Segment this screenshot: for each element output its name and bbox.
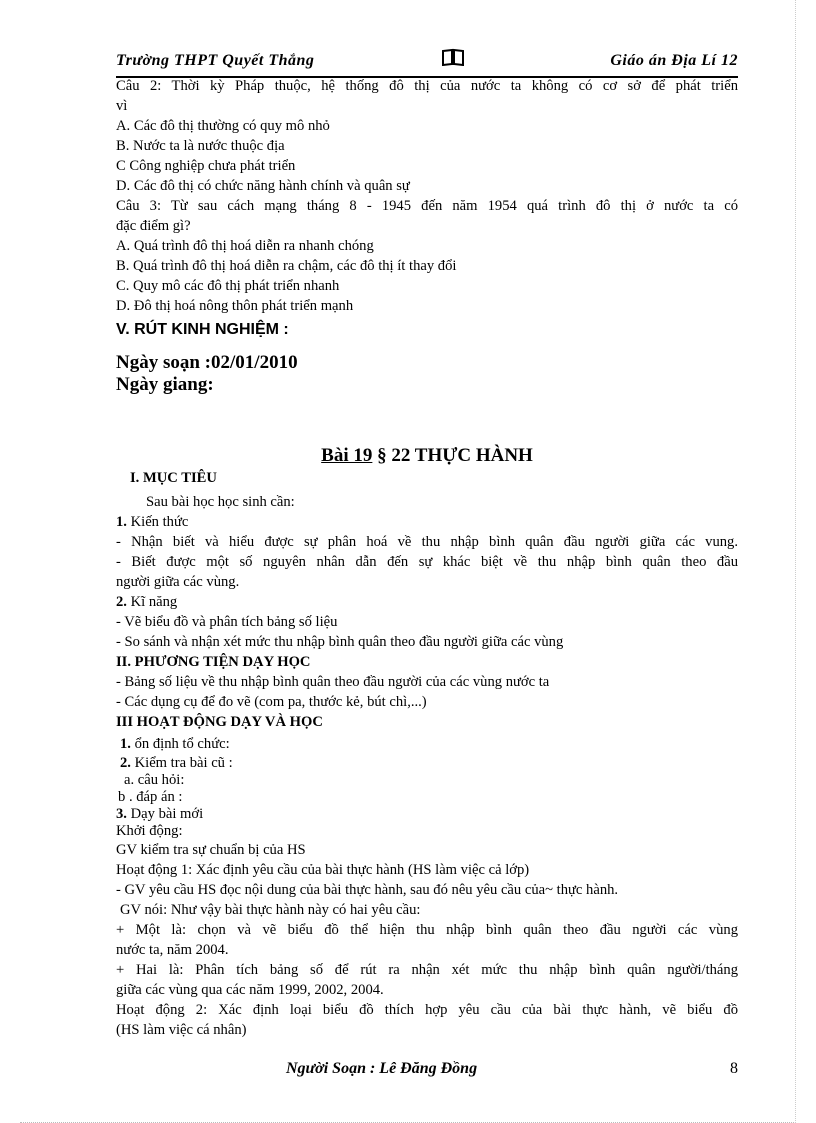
q2-option-c: C Công nghiệp chưa phát triển bbox=[116, 158, 296, 174]
kiem-tra-number: 2. bbox=[120, 755, 131, 771]
kiem-tra-label: Kiểm tra bài cũ : bbox=[130, 755, 233, 771]
ngay-soan: Ngày soạn :02/01/2010 bbox=[116, 352, 298, 373]
muc-tieu-heading: I. MỤC TIÊU bbox=[130, 470, 217, 486]
kiem-tra-item bbox=[116, 754, 738, 772]
q3-option-b: B. Quá trình đô thị hoá diễn ra chậm, các đô thị ít thay đổi bbox=[116, 258, 457, 274]
gv-kiem-tra: GV kiểm tra sự chuẩn bị của HS bbox=[116, 842, 306, 858]
kien-thuc-2b: người giữa các vùng. bbox=[116, 574, 240, 590]
page-footer bbox=[116, 1058, 738, 1082]
ngay-giang: Ngày giang: bbox=[116, 374, 214, 395]
kien-thuc-label: Kiến thức bbox=[126, 514, 189, 530]
ki-nang-2: - So sánh và nhận xét mức thu nhập bình quân theo đầu người giữa các vùng bbox=[116, 634, 564, 650]
q3-option-d: D. Đô thị hoá nông thôn phát triển mạnh bbox=[116, 298, 354, 314]
phuong-tien-2: - Các dụng cụ để đo vẽ (com pa, thước kẻ, bút chì,...) bbox=[116, 694, 427, 710]
intro-text: Sau bài học học sinh cần: bbox=[146, 494, 295, 510]
lesson-name: § 22 THỰC HÀNH bbox=[372, 445, 533, 466]
on-dinh-label: ổn định tổ chức: bbox=[130, 736, 230, 752]
page-number: 8 bbox=[730, 1060, 738, 1077]
header-school: Trường THPT Quyết Thắng bbox=[116, 52, 315, 69]
q3-option-c: C. Quy mô các đô thị phát triển nhanh bbox=[116, 278, 340, 294]
ki-nang-label: Kĩ năng bbox=[126, 594, 178, 610]
page-right-border bbox=[795, 0, 796, 1123]
day-bai-moi-label: Dạy bài mới bbox=[126, 806, 204, 822]
on-dinh-item bbox=[116, 734, 738, 754]
q3-option-a: A. Quá trình đô thị hoá diễn ra nhanh chóng bbox=[116, 238, 374, 254]
hoat-dong-1-gv: - GV yêu cầu HS đọc nội dung của bài thực hành, sau đó nêu yêu cầu của~ thực hành. bbox=[116, 882, 619, 898]
phuong-tien-heading: II. PHƯƠNG TIỆN DẠY HỌC bbox=[116, 654, 311, 670]
on-dinh-number: 1. bbox=[120, 736, 131, 752]
kien-thuc-2a: - Biết được một số nguyên nhân dẫn đến sự khác biệt về thu nhập bình quân theo đầu bbox=[116, 554, 738, 570]
kien-thuc-heading bbox=[116, 512, 738, 532]
page-header bbox=[116, 50, 738, 78]
day-bai-moi-item bbox=[116, 806, 738, 823]
hoat-dong-1: Hoạt động 1: Xác định yêu cầu của bài thực hành (HS làm việc cả lớp) bbox=[116, 862, 530, 878]
kiem-tra-b: b . đáp án : bbox=[118, 789, 183, 805]
hoat-dong-heading: III HOẠT ĐỘNG DẠY VÀ HỌC bbox=[116, 714, 323, 730]
q3-stem-cont: đặc điểm gì? bbox=[116, 218, 191, 234]
q2-option-b: B. Nước ta là nước thuộc địa bbox=[116, 138, 285, 154]
ki-nang-1: - Vẽ biểu đồ và phân tích bảng số liệu bbox=[116, 614, 338, 630]
kien-thuc-number: 1. bbox=[116, 514, 127, 530]
day-bai-moi-number: 3. bbox=[116, 806, 127, 822]
q2-option-a: A. Các đô thị thường có quy mô nhỏ bbox=[116, 118, 330, 134]
q2-stem: Câu 2: Thời kỳ Pháp thuộc, hệ thống đô thị của nước ta không có cơ sở để phát triển bbox=[116, 78, 738, 94]
yeu-cau-mot-a: + Một là: chọn và vẽ biểu đồ thể hiện thu nhập bình quân theo đầu người các vùng bbox=[116, 922, 738, 938]
khoi-dong: Khởi động: bbox=[116, 823, 183, 839]
kien-thuc-1: - Nhận biết và hiểu được sự phân hoá về thu nhập bình quân đầu người giữa các vung. bbox=[116, 534, 738, 550]
phuong-tien-1: - Bảng số liệu về thu nhập bình quân theo đầu người của các vùng nước ta bbox=[116, 674, 550, 690]
footer-author: Người Soạn : Lê Đăng Đồng bbox=[286, 1060, 478, 1077]
yeu-cau-hai-a: + Hai là: Phân tích bảng số để rút ra nhận xét mức thu nhập bình quân người/tháng bbox=[116, 962, 738, 978]
book-icon bbox=[442, 48, 464, 66]
yeu-cau-mot-b: nước ta, năm 2004. bbox=[116, 942, 229, 958]
kiem-tra-a: a. câu hỏi: bbox=[124, 772, 185, 788]
hoat-dong-2b: (HS làm việc cá nhân) bbox=[116, 1022, 247, 1038]
q2-stem-cont: vì bbox=[116, 98, 128, 114]
page-body bbox=[116, 76, 738, 1040]
q2-option-d: D. Các đô thị có chức năng hành chính và quân sự bbox=[116, 178, 410, 194]
yeu-cau-hai-b: giữa các vùng qua các năm 1999, 2002, 2004. bbox=[116, 982, 384, 998]
ki-nang-number: 2. bbox=[116, 594, 127, 610]
q3-stem: Câu 3: Từ sau cách mạng tháng 8 - 1945 đến năm 1954 quá trình đô thị ở nước ta có bbox=[116, 198, 738, 214]
header-subject: Giáo án Địa Lí 12 bbox=[610, 52, 738, 69]
lesson-number: Bài 19 bbox=[321, 445, 373, 466]
rut-kinh-nghiem-heading: V. RÚT KINH NGHIỆM : bbox=[116, 321, 289, 338]
ki-nang-heading bbox=[116, 592, 738, 612]
lesson-title bbox=[116, 446, 738, 466]
hoat-dong-1-noi: GV nói: Như vậy bài thực hành này có hai yêu cầu: bbox=[120, 902, 421, 918]
hoat-dong-2a: Hoạt động 2: Xác định loại biểu đồ thích hợp yêu cầu của bài thực hành, vẽ biểu đồ bbox=[116, 1002, 738, 1018]
